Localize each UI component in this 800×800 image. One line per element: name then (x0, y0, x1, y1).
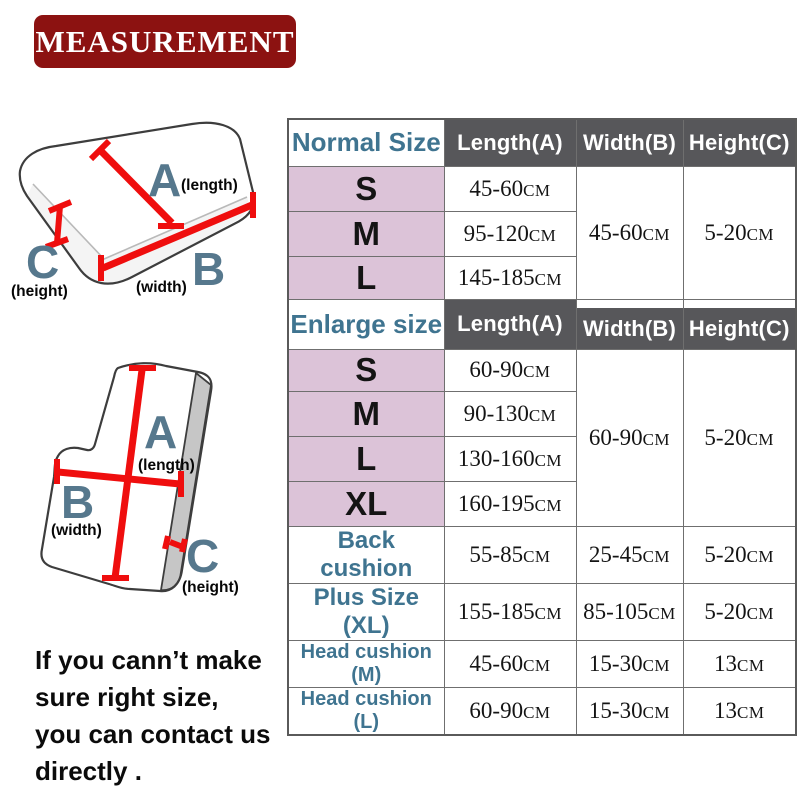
value: 5-20 (704, 541, 747, 567)
value: 15-30 (588, 650, 643, 676)
width-value-merged (576, 166, 683, 299)
seat-cushion-diagram (0, 100, 290, 320)
width-value-merged (576, 349, 683, 526)
height-value (683, 583, 796, 640)
value: 45-60 (469, 650, 524, 676)
table-row (288, 119, 796, 166)
unit: CM (746, 546, 775, 566)
dimension-cap-c-left (165, 536, 168, 549)
dimension-cap-c-right (182, 539, 185, 552)
value: 130-160 (457, 445, 535, 471)
height-value (683, 526, 796, 583)
length-value (444, 256, 576, 299)
dimension-line-a (115, 370, 142, 578)
column-header-width: Width(B) (576, 119, 683, 166)
back-cushion-diagram (0, 340, 290, 620)
value: 55-85 (469, 541, 524, 567)
unit: CM (737, 702, 765, 722)
height-value (683, 640, 796, 687)
value: 45-60 (588, 219, 643, 245)
unit: CM (534, 603, 563, 623)
unit: CM (523, 362, 551, 381)
label-c-sub: (height) (11, 283, 68, 300)
table-row (288, 583, 796, 640)
width-value (576, 583, 683, 640)
unit: CM (648, 603, 676, 623)
unit: CM (737, 655, 765, 675)
label-c: C (186, 530, 220, 582)
unit: CM (746, 224, 775, 244)
size-cell: M (288, 211, 444, 256)
size-cell: S (288, 349, 444, 391)
label-a-sub: (length) (138, 457, 195, 474)
length-value (444, 391, 576, 436)
label-b-sub: (width) (136, 279, 187, 296)
value: 45-60 (469, 175, 524, 201)
length-value (444, 349, 576, 391)
row-label-back-cushion: Back cushion (288, 526, 444, 583)
note-line: If you cann’t make (35, 645, 262, 675)
height-value-merged (683, 166, 796, 299)
value: 15-30 (588, 697, 643, 723)
table-row (288, 349, 796, 391)
column-header-length: Length(A) (444, 299, 576, 349)
value: 5-20 (704, 424, 747, 450)
length-value (444, 166, 576, 211)
label-b: B (192, 243, 226, 295)
label-a-sub: (length) (181, 177, 238, 194)
column-header-width: Width(B) (576, 299, 683, 349)
note-line: sure right size, (35, 682, 219, 712)
size-cell: L (288, 436, 444, 481)
unit: CM (523, 546, 551, 566)
column-header-height: Height(C) (683, 119, 796, 166)
size-cell: L (288, 256, 444, 299)
note-line: you can contact us (35, 719, 271, 749)
label-b: B (61, 476, 95, 528)
value: 25-45 (588, 541, 643, 567)
unit: CM (534, 450, 563, 470)
unit: CM (523, 702, 551, 722)
length-value (444, 687, 576, 735)
value: 5-20 (704, 219, 747, 245)
unit: CM (642, 655, 671, 675)
label-c-sub: (height) (182, 579, 239, 596)
length-value (444, 640, 576, 687)
label-b-sub: (width) (51, 522, 102, 539)
table-row (288, 640, 796, 687)
size-table (287, 118, 797, 736)
table-row (288, 526, 796, 583)
value: 60-90 (588, 424, 643, 450)
length-value (444, 211, 576, 256)
value: 13 (714, 697, 738, 723)
label-a: A (144, 406, 178, 458)
title-banner (34, 15, 296, 68)
width-value (576, 687, 683, 735)
width-value (576, 640, 683, 687)
unit: CM (534, 269, 563, 289)
contact-note (35, 642, 271, 790)
width-value (576, 526, 683, 583)
unit: CM (642, 224, 671, 244)
row-label-head-cushion-m: Head cushion (M) (288, 640, 444, 687)
table-row (288, 166, 796, 211)
length-value (444, 583, 576, 640)
table-row (288, 687, 796, 735)
table-row (288, 299, 796, 349)
unit: CM (528, 225, 557, 245)
section-label-enlarge-size: Enlarge size (288, 299, 444, 349)
page-title: MEASUREMENT (35, 23, 295, 59)
size-cell: S (288, 166, 444, 211)
unit: CM (523, 655, 551, 675)
row-label-head-cushion-l: Head cushion (L) (288, 687, 444, 735)
unit: CM (642, 702, 671, 722)
value: 160-195 (457, 490, 535, 516)
column-header-height: Height(C) (683, 299, 796, 349)
unit: CM (523, 180, 551, 200)
unit: CM (534, 495, 563, 515)
unit: CM (746, 603, 775, 623)
label-a: A (148, 154, 182, 206)
unit: CM (746, 429, 775, 449)
value: 95-120 (463, 220, 529, 246)
unit: CM (528, 405, 557, 425)
label-c: C (26, 236, 60, 288)
size-cell: XL (288, 481, 444, 526)
section-label-normal-size: Normal Size (288, 119, 444, 166)
length-value (444, 436, 576, 481)
value: 155-185 (457, 598, 535, 624)
height-value-merged (683, 349, 796, 526)
value: 5-20 (704, 598, 747, 624)
value: 60-90 (469, 697, 524, 723)
value: 90-130 (463, 400, 529, 426)
length-value (444, 481, 576, 526)
size-cell: M (288, 391, 444, 436)
column-header-length: Length(A) (444, 119, 576, 166)
length-value (444, 526, 576, 583)
value: 145-185 (457, 264, 535, 290)
note-line: directly . (35, 756, 142, 786)
value: 85-105 (583, 598, 649, 624)
dimension-line-b (103, 205, 252, 268)
value: 13 (714, 650, 738, 676)
value: 60-90 (469, 357, 524, 382)
height-value (683, 687, 796, 735)
row-label-plus-size: Plus Size (XL) (288, 583, 444, 640)
unit: CM (642, 546, 671, 566)
unit: CM (642, 429, 671, 449)
